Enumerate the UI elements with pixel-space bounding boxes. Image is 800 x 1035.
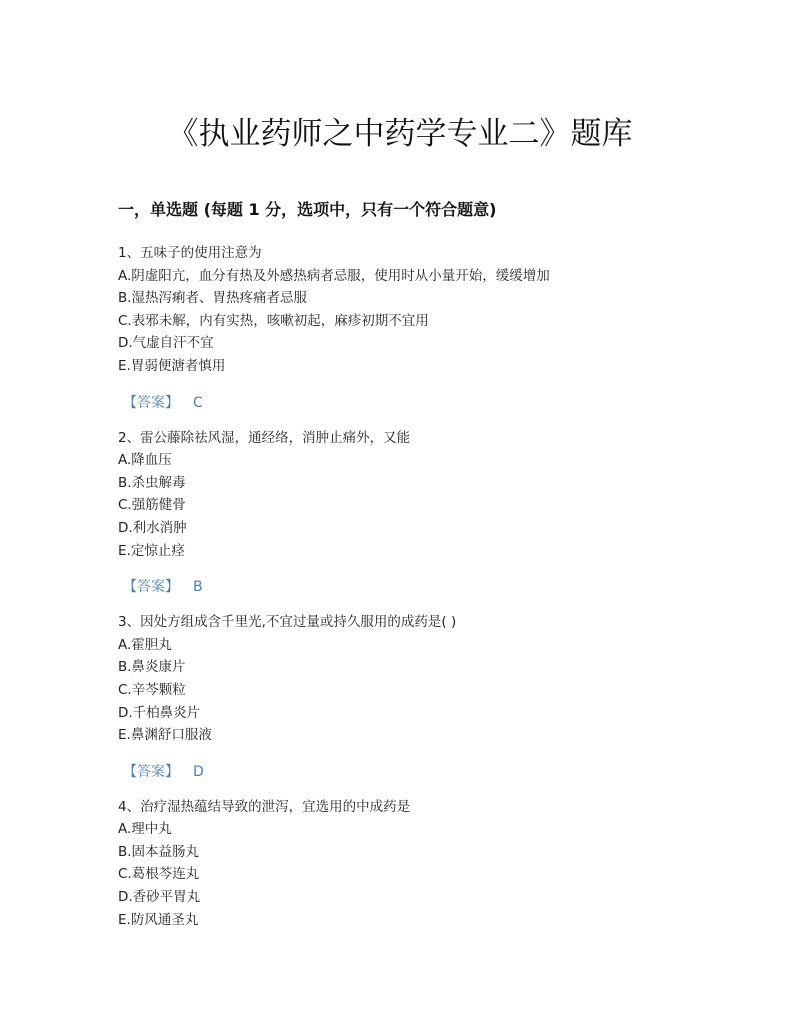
option-d: D.香砂平胃丸 (118, 889, 201, 906)
answer-row (123, 761, 758, 783)
option-a: A.理中丸 (118, 821, 172, 838)
option-e: E.防风通圣丸 (118, 911, 199, 928)
answer-row (123, 392, 758, 414)
answer-label: 【答案】 (123, 394, 179, 411)
option-b: B.固本益肠丸 (118, 843, 200, 860)
answer-row (123, 576, 758, 598)
question-stem: 2、雷公藤除祛风湿，通经络，消肿止痛外，又能 (118, 429, 411, 446)
option-a: A.霍胆丸 (118, 636, 172, 653)
option-e: E.定惊止痉 (118, 542, 185, 559)
option-b: B.鼻炎康片 (118, 659, 186, 676)
answer-value: D (193, 763, 204, 780)
option-d: D.利水消肿 (118, 519, 187, 536)
question-4 (118, 796, 758, 932)
question-2 (118, 427, 758, 599)
option-e: E.胃弱便溏者慎用 (118, 357, 226, 374)
question-stem: 4、治疗湿热蕴结导致的泄泻，宜选用的中成药是 (118, 798, 411, 815)
option-c: C.葛根芩连丸 (118, 866, 200, 883)
option-c: C.表邪未解，内有实热，咳嗽初起，麻疹初期不宜用 (118, 312, 429, 329)
option-b: B.湿热泻痢者、胃热疼痛者忌服 (118, 290, 308, 307)
option-e: E.鼻渊舒口服液 (118, 727, 212, 744)
answer-label: 【答案】 (123, 763, 179, 780)
option-d: D.千柏鼻炎片 (118, 704, 201, 721)
option-c: C.强筋健骨 (118, 497, 186, 514)
option-b: B.杀虫解毒 (118, 474, 186, 491)
question-stem: 3、因处方组成含千里光,不宜过量或持久服用的成药是( ) (118, 614, 457, 631)
option-d: D.气虚自汗不宜 (118, 335, 214, 352)
question-1 (118, 242, 758, 414)
question-3 (118, 611, 758, 783)
question-list (118, 242, 758, 931)
option-c: C.辛芩颗粒 (118, 681, 186, 698)
document-title: 《执业药师之中药学专业二》题库 (167, 116, 633, 152)
option-a: A.降血压 (118, 452, 172, 469)
section-heading: 一，单选题 (每题 1 分，选项中，只有一个符合题意) (118, 200, 497, 219)
answer-label: 【答案】 (123, 579, 179, 596)
question-stem: 1、五味子的使用注意为 (118, 245, 262, 261)
option-a: A.阴虚阳亢，血分有热及外感热病者忌服，使用时从小量开始，缓缓增加 (118, 267, 550, 284)
answer-value: B (193, 579, 203, 596)
answer-value: C (193, 394, 203, 411)
